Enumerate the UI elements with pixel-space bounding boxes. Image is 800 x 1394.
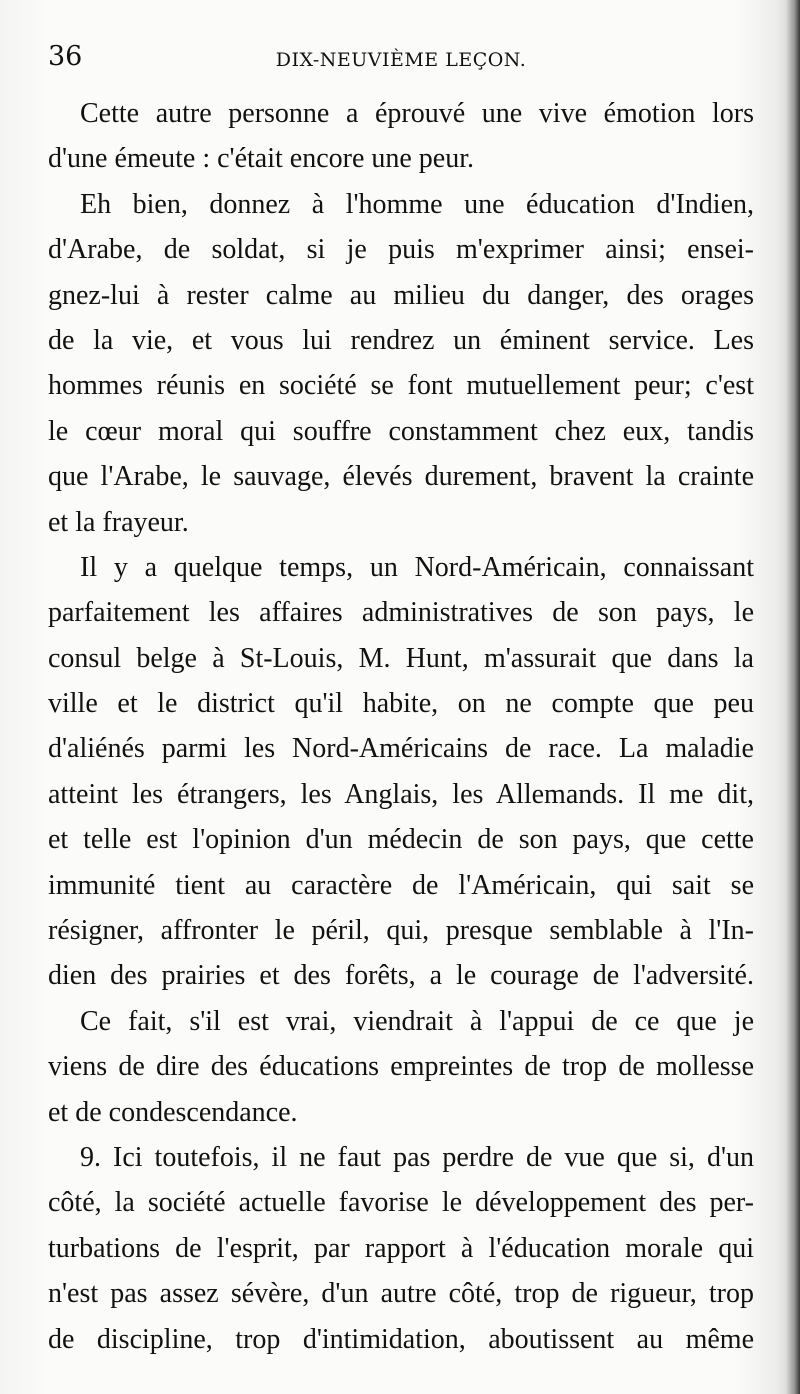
text-line: de la vie, et vous lui rendrez un éminent service. Les (48, 324, 754, 356)
text-line: viens de dire des éducations empreintes de trop de mollesse (48, 1051, 754, 1083)
text-line: Eh bien, donnez à l'homme une éducation d'Indien, (80, 188, 754, 220)
text-line: d'aliénés parmi les Nord-Américains de race. La maladie (48, 733, 754, 765)
body-text (48, 91, 754, 1362)
text-line: n'est pas assez sévère, d'un autre côté, trop de rigueur, trop (48, 1278, 754, 1310)
text-line: et telle est l'opinion d'un médecin de son pays, que cette (48, 824, 754, 856)
text-line: 9. Ici toutefois, il ne faut pas perdre de vue que si, d'un (80, 1141, 754, 1173)
text-line: que l'Arabe, le sauvage, élevés durement, bravent la crainte (48, 461, 754, 493)
text-line: dien des prairies et des forêts, a le courage de l'adversité. (48, 960, 754, 992)
text-line: parfaitement les affaires administratives de son pays, le (48, 597, 754, 629)
text-line: le cœur moral qui souffre constamment chez eux, tandis (48, 415, 754, 447)
text-line: atteint les étrangers, les Anglais, les Allemands. Il me dit, (48, 778, 754, 810)
text-line: Ce fait, s'il est vrai, viendrait à l'appui de ce que je (80, 1005, 754, 1037)
text-line: de discipline, trop d'intimidation, aboutissent au même (48, 1323, 754, 1355)
text-line: turbations de l'esprit, par rapport à l'éducation morale qui (48, 1232, 754, 1264)
text-line: côté, la société actuelle favorise le développement des per- (48, 1187, 754, 1219)
text-line: ville et le district qu'il habite, on ne compte que peu (48, 688, 754, 720)
page-header (48, 40, 754, 80)
text-line: d'une émeute : c'était encore une peur. (48, 143, 475, 175)
text-line: d'Arabe, de soldat, si je puis m'exprimer ainsi; ensei- (48, 234, 754, 266)
text-line: gnez-lui à rester calme au milieu du danger, des orages (48, 279, 754, 311)
page-gutter-shadow (786, 0, 800, 1394)
text-line: consul belge à St-Louis, M. Hunt, m'assurait que dans la (48, 642, 754, 674)
text-line: et la frayeur. (48, 506, 189, 538)
text-line: immunité tient au caractère de l'Américain, qui sait se (48, 869, 754, 901)
running-title: DIX-NEUVIÈME LEÇON. (275, 49, 527, 71)
text-line: et de condescendance. (48, 1096, 298, 1128)
text-line: Il y a quelque temps, un Nord-Américain, connaissant (80, 551, 754, 583)
page-number: 36 (48, 41, 83, 72)
text-line: hommes réunis en société se font mutuellement peur; c'est (48, 370, 754, 402)
text-line: Cette autre personne a éprouvé une vive émotion lors (80, 98, 754, 129)
text-line: résigner, affronter le péril, qui, presque semblable à l'In- (48, 915, 754, 947)
